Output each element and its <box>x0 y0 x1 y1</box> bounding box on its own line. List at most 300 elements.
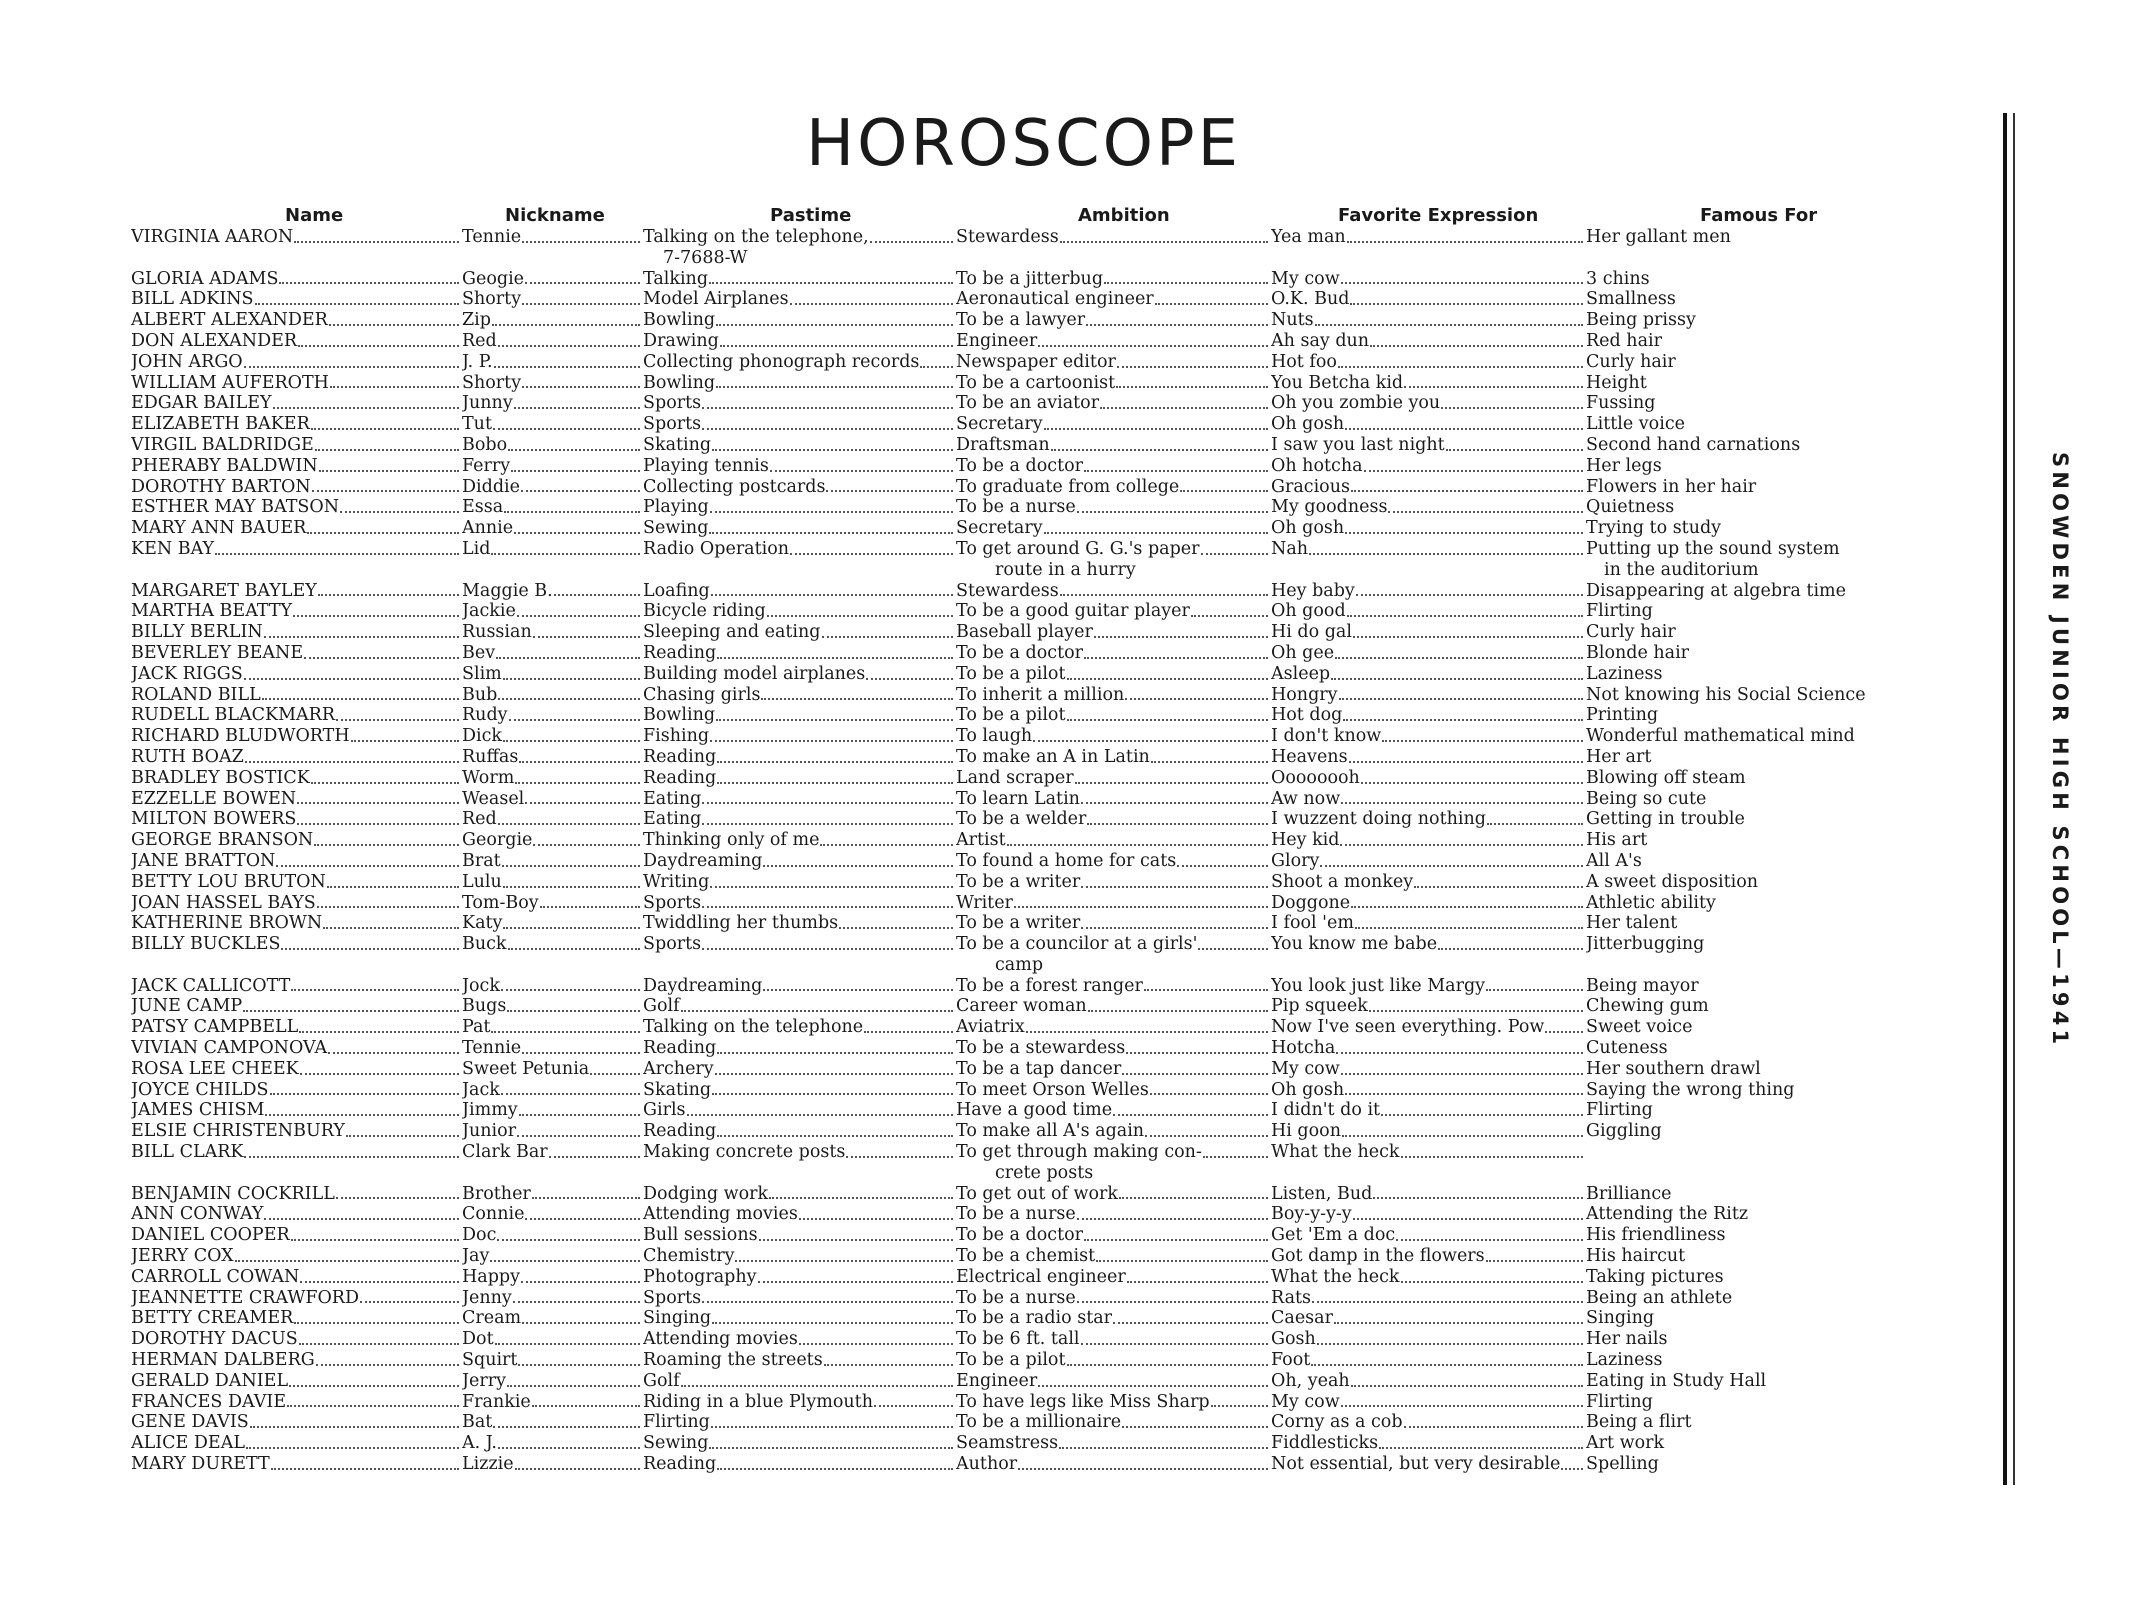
famous-for-cell <box>1586 685 1916 706</box>
famous-for-cell <box>1586 1371 1916 1392</box>
ambition-cell <box>956 373 1271 394</box>
name-cell <box>131 227 462 248</box>
name-cell <box>131 622 462 643</box>
name-cell-text: JACK CALLICOTT <box>131 975 291 996</box>
dot-leader <box>1104 282 1268 284</box>
ambition-cell <box>956 913 1271 934</box>
expression-cell-text: Fiddlesticks <box>1271 1433 1379 1454</box>
name-cell-text: MARY DURETT <box>131 1454 270 1475</box>
dot-leader <box>1117 366 1268 368</box>
dot-leader <box>1007 844 1268 846</box>
nickname-cell-text: Tut <box>462 414 492 435</box>
dot-leader <box>826 490 953 492</box>
dot-leader <box>317 906 459 908</box>
dot-leader <box>271 1468 459 1470</box>
name-cell <box>131 1225 462 1246</box>
pastime-cell-text: Daydreaming <box>643 850 763 871</box>
table-row <box>0 643 2153 664</box>
famous-for-cell <box>1586 664 1916 685</box>
dot-leader <box>532 1405 640 1407</box>
famous-for-cell <box>1586 976 1916 997</box>
pastime-cell-text: Sports <box>643 1287 702 1308</box>
name-cell <box>131 1121 462 1142</box>
expression-cell-text: Got damp in the flowers <box>1271 1246 1485 1267</box>
dot-leader <box>264 1218 459 1220</box>
famous-for-cell-text: Laziness <box>1586 663 1663 684</box>
dot-leader <box>1486 989 1583 991</box>
nickname-cell <box>462 705 643 726</box>
ambition-cell <box>956 1017 1271 1038</box>
pastime-cell <box>643 1412 956 1433</box>
dot-leader <box>279 282 459 284</box>
ambition-cell <box>956 1371 1271 1392</box>
nickname-cell-text: Jackie <box>462 601 516 622</box>
name-cell <box>131 331 462 352</box>
dot-leader <box>702 428 953 430</box>
ambition-cell-text: To be a good guitar player <box>956 601 1190 622</box>
ambition-cell <box>956 872 1271 893</box>
name-cell <box>131 269 462 290</box>
nickname-cell-text: Shorty <box>462 372 522 393</box>
header-nickname: Nickname <box>505 205 605 226</box>
ambition-cell-text: To meet Orson Welles <box>956 1079 1149 1100</box>
nickname-cell <box>462 1371 643 1392</box>
table-row <box>0 830 2153 851</box>
famous-for-cell <box>1586 1246 1916 1267</box>
dot-leader <box>522 386 640 388</box>
pastime-cell <box>643 393 956 414</box>
ambition-cell <box>956 539 1271 560</box>
table-row <box>0 477 2153 498</box>
dot-leader <box>1345 1093 1583 1095</box>
nickname-cell-text: Weasel <box>462 788 525 809</box>
dot-leader <box>307 532 459 534</box>
expression-cell <box>1271 227 1586 248</box>
ambition-cell-text: Electrical engineer <box>956 1266 1126 1287</box>
famous-for-cell-text: Flowers in her hair <box>1586 476 1757 497</box>
dot-leader <box>758 1281 953 1283</box>
pastime-cell <box>643 414 956 435</box>
dot-leader <box>1144 989 1268 991</box>
dot-leader <box>1067 1364 1269 1366</box>
table-row <box>0 1371 2153 1392</box>
nickname-cell <box>462 1080 643 1101</box>
name-cell-text: BILLY BUCKLES <box>131 934 281 955</box>
dot-leader <box>293 615 459 617</box>
dot-leader <box>328 1052 459 1054</box>
pastime-cell <box>643 976 956 997</box>
dot-leader <box>518 1364 640 1366</box>
dot-leader <box>709 282 953 284</box>
table-row <box>0 1412 2153 1433</box>
nickname-cell-text: Red <box>462 809 497 830</box>
expression-cell <box>1271 373 1586 394</box>
ambition-cell-text: To have legs like Miss Sharp <box>956 1391 1210 1412</box>
ambition-cell-text: To get out of work <box>956 1183 1119 1204</box>
nickname-cell-text: J. P. <box>462 351 493 372</box>
pastime-cell <box>643 227 956 248</box>
dot-leader <box>250 1426 459 1428</box>
expression-cell-text: Ah say dun <box>1271 330 1370 351</box>
nickname-cell <box>462 310 643 331</box>
nickname-cell <box>462 414 643 435</box>
dot-leader <box>1341 802 1583 804</box>
dot-leader <box>235 1260 459 1262</box>
nickname-cell <box>462 1433 643 1454</box>
name-cell-text: ESTHER MAY BATSON <box>131 497 340 518</box>
name-cell <box>131 1204 462 1225</box>
dot-leader <box>319 470 459 472</box>
ambition-cell-text: Draftsman <box>956 434 1050 455</box>
dot-leader <box>265 1114 459 1116</box>
expression-cell-text: Hey baby <box>1271 580 1355 601</box>
pastime-cell-text: Sewing <box>643 518 709 539</box>
pastime-cell <box>643 1246 956 1267</box>
expression-cell-text: Caesar <box>1271 1308 1333 1329</box>
ambition-cell-text: To get around G. G.'s paper <box>956 538 1200 559</box>
famous-for-cell-text: Giggling <box>1586 1121 1662 1142</box>
dot-leader <box>503 678 640 680</box>
dot-leader <box>501 1093 640 1095</box>
famous-for-cell-text: Being mayor <box>1586 975 1699 996</box>
ambition-cell <box>956 685 1271 706</box>
pastime-cell-text: Singing <box>643 1308 712 1329</box>
ambition-cell-text: Secretary <box>956 518 1043 539</box>
ambition-cell <box>956 705 1271 726</box>
dot-leader <box>498 1447 640 1449</box>
famous-for-cell <box>1586 373 1916 394</box>
nickname-cell <box>462 1100 643 1121</box>
famous-for-cell <box>1586 310 1916 331</box>
dot-leader <box>712 1093 953 1095</box>
famous-for-cell-text: Cuteness <box>1586 1038 1668 1059</box>
nickname-cell-text: Lid <box>462 538 491 559</box>
famous-for-cell-text: Red hair <box>1586 330 1662 351</box>
nickname-cell <box>462 581 643 602</box>
dot-leader <box>712 1322 953 1324</box>
ambition-cell <box>956 1080 1271 1101</box>
famous-for-cell <box>1586 289 1916 310</box>
famous-for-cell-text: A sweet disposition <box>1586 871 1759 892</box>
ambition-cell <box>956 1246 1271 1267</box>
dot-leader <box>735 1260 953 1262</box>
table-row <box>0 414 2153 435</box>
pastime-cell-text: Loafing <box>643 580 710 601</box>
pastime-cell <box>643 1100 956 1121</box>
expression-cell-text: Rats <box>1271 1287 1312 1308</box>
table-row <box>0 497 2153 518</box>
dot-leader <box>717 1468 953 1470</box>
pastime-cell <box>643 1184 956 1205</box>
dot-leader <box>1401 1156 1583 1158</box>
dot-leader <box>1342 1135 1583 1137</box>
pastime-cell-text: Photography <box>643 1266 757 1287</box>
name-cell <box>131 1308 462 1329</box>
famous-for-cell <box>1586 1184 1916 1205</box>
expression-cell <box>1271 1288 1586 1309</box>
dot-leader <box>1336 1052 1583 1054</box>
expression-cell-text: Aw now <box>1271 788 1341 809</box>
name-cell <box>131 373 462 394</box>
dot-leader <box>1038 1385 1268 1387</box>
name-cell-text: VIRGINIA AARON <box>131 227 294 247</box>
pastime-cell <box>643 601 956 622</box>
dot-leader <box>1312 1301 1583 1303</box>
famous-for-cell-text: Her southern drawl <box>1586 1058 1761 1079</box>
expression-cell-text: Get 'Em a doc <box>1271 1225 1396 1246</box>
table-row <box>0 1204 2153 1225</box>
nickname-cell-text: Jay <box>462 1246 490 1267</box>
ambition-cell-text: To be 6 ft. tall <box>956 1329 1080 1350</box>
dot-leader <box>514 532 640 534</box>
expression-cell <box>1271 1038 1586 1059</box>
dot-leader <box>360 1301 459 1303</box>
dot-leader <box>1364 470 1583 472</box>
expression-cell <box>1271 893 1586 914</box>
name-cell <box>131 1433 462 1454</box>
pastime-cell-text: Skating <box>643 434 712 455</box>
famous-for-cell <box>1586 1225 1916 1246</box>
nickname-cell-text: Cream <box>462 1308 522 1329</box>
famous-for-cell-text: Putting up the sound system <box>1586 538 1840 559</box>
dot-leader <box>492 324 640 326</box>
nickname-cell <box>462 830 643 851</box>
pastime-cell-text: Attending movies <box>643 1204 798 1225</box>
pastime-cell <box>643 269 956 290</box>
dot-leader <box>316 1364 459 1366</box>
dot-leader <box>264 636 459 638</box>
dot-leader <box>1081 927 1268 929</box>
ambition-cell <box>956 726 1271 747</box>
nickname-cell <box>462 227 643 248</box>
dot-leader <box>511 470 640 472</box>
table-row <box>0 352 2153 373</box>
pastime-cell-text: Talking on the telephone, <box>643 227 869 247</box>
table-row <box>0 1121 2153 1142</box>
pastime-cell <box>643 1038 956 1059</box>
name-cell <box>131 393 462 414</box>
dot-leader <box>1051 449 1268 451</box>
expression-cell-text: I don't know <box>1271 726 1382 747</box>
table-row <box>0 789 2153 810</box>
nickname-cell-text: Red <box>462 330 497 351</box>
famous-for-cell <box>1586 893 1916 914</box>
name-cell-text: BETTY CREAMER <box>131 1308 294 1329</box>
nickname-cell <box>462 331 643 352</box>
pastime-cell-text: Building model airplanes <box>643 663 866 684</box>
famous-for-cell-text: Smallness <box>1586 289 1676 310</box>
pastime-cell <box>643 1371 956 1392</box>
name-cell <box>131 1100 462 1121</box>
famous-for-cell-text: Height <box>1586 372 1647 393</box>
name-cell-text: BETTY LOU BRUTON <box>131 871 326 892</box>
pastime-cell-text: Bowling <box>643 310 716 331</box>
dot-leader <box>790 553 953 555</box>
name-cell-text: PHERABY BALDWIN <box>131 455 318 476</box>
expression-cell-text: What the heck <box>1271 1142 1400 1163</box>
ambition-cell-text: Stewardess <box>956 227 1059 247</box>
name-cell <box>131 456 462 477</box>
dot-leader <box>1084 470 1268 472</box>
table-row <box>0 1225 2153 1246</box>
ambition-cell <box>956 996 1271 1017</box>
ambition-cell <box>956 664 1271 685</box>
pastime-cell <box>643 768 956 789</box>
expression-cell-text: Oh you zombie you <box>1271 393 1441 414</box>
nickname-cell-text: Junior <box>462 1121 517 1142</box>
expression-cell-text: My cow <box>1271 1391 1340 1412</box>
ambition-cell-text: To be a millionaire <box>956 1412 1122 1433</box>
name-cell <box>131 477 462 498</box>
dot-leader <box>790 303 953 305</box>
dot-leader <box>493 428 640 430</box>
ambition-cell-text: Engineer <box>956 1370 1038 1391</box>
dot-leader <box>1087 823 1268 825</box>
dot-leader <box>1334 1322 1583 1324</box>
dot-leader <box>554 594 640 596</box>
expression-cell-text: Heavens <box>1271 746 1348 767</box>
pastime-cell-text: Playing tennis <box>643 455 769 476</box>
dot-leader <box>1077 511 1268 513</box>
table-row <box>0 227 2153 269</box>
ambition-cell <box>956 1433 1271 1454</box>
dot-leader <box>709 1447 953 1449</box>
dot-leader <box>1081 802 1268 804</box>
famous-for-cell <box>1586 622 1916 643</box>
dot-leader <box>291 989 459 991</box>
dot-leader <box>820 844 953 846</box>
expression-cell <box>1271 1017 1586 1038</box>
table-row <box>0 289 2153 310</box>
dot-leader <box>1014 906 1268 908</box>
name-cell <box>131 352 462 373</box>
expression-cell <box>1271 643 1586 664</box>
nickname-cell <box>462 601 643 622</box>
dot-leader <box>514 407 640 409</box>
dot-leader <box>839 927 953 929</box>
pastime-cell-text: Chemistry <box>643 1246 735 1267</box>
expression-cell-text: Nuts <box>1271 310 1314 331</box>
dot-leader <box>311 428 459 430</box>
famous-for-cell-text: Curly hair <box>1586 622 1676 643</box>
nickname-cell-text: Jack <box>462 1079 500 1100</box>
pastime-cell-text: Eating <box>643 809 702 830</box>
name-cell-text: JAMES CHISM <box>131 1100 265 1121</box>
dot-leader <box>262 698 459 700</box>
name-cell <box>131 664 462 685</box>
famous-for-cell-text: Disappearing at algebra time <box>1586 580 1846 601</box>
pastime-cell <box>643 1329 956 1350</box>
pastime-cell <box>643 497 956 518</box>
dot-leader <box>287 1405 459 1407</box>
famous-for-cell <box>1586 809 1916 830</box>
expression-cell <box>1271 996 1586 1017</box>
expression-cell-text: What the heck <box>1271 1266 1400 1287</box>
ambition-cell-text: Have a good time <box>956 1100 1113 1121</box>
name-cell-text: BRADLEY BOSTICK <box>131 767 310 788</box>
name-cell <box>131 310 462 331</box>
dot-leader <box>761 698 953 700</box>
expression-cell-text: Asleep <box>1271 663 1331 684</box>
famous-for-cell-text: Chewing gum <box>1586 996 1709 1017</box>
dot-leader <box>508 948 640 950</box>
dot-leader <box>759 1239 953 1241</box>
expression-cell <box>1271 289 1586 310</box>
ambition-cell-text: To inherit a million <box>956 684 1125 705</box>
nickname-cell <box>462 643 643 664</box>
expression-cell <box>1271 830 1586 851</box>
dot-leader <box>822 636 954 638</box>
name-cell <box>131 976 462 997</box>
table-row <box>0 310 2153 331</box>
expression-cell <box>1271 726 1586 747</box>
famous-for-cell-text: Getting in trouble <box>1586 809 1745 830</box>
expression-cell-text: I fool 'em <box>1271 913 1354 934</box>
nickname-cell-text: Doc <box>462 1225 497 1246</box>
dot-leader <box>1309 553 1583 555</box>
school-sidebar-label: SNOWDEN JUNIOR HIGH SCHOOL—1941 <box>2048 452 2072 1049</box>
name-cell <box>131 601 462 622</box>
ambition-cell <box>956 1121 1271 1142</box>
dot-leader <box>1414 886 1583 888</box>
nickname-cell <box>462 456 643 477</box>
table-row <box>0 893 2153 914</box>
name-cell-text: KATHERINE BROWN <box>131 913 323 934</box>
dot-leader <box>1350 303 1583 305</box>
dot-leader <box>1361 782 1583 784</box>
dot-leader <box>1126 1052 1268 1054</box>
pastime-cell-text: Drawing <box>643 330 719 351</box>
famous-for-cell-text: Not knowing his Social Science <box>1586 684 1866 705</box>
dot-leader <box>336 719 459 721</box>
nickname-cell-text: Zip <box>462 310 491 331</box>
famous-for-cell <box>1586 934 1916 955</box>
name-cell-text: ROLAND BILL <box>131 684 261 705</box>
dot-leader <box>491 1031 640 1033</box>
famous-for-cell-text: Spelling <box>1586 1454 1659 1475</box>
dot-leader <box>1044 428 1268 430</box>
dot-leader <box>299 1343 459 1345</box>
pastime-cell <box>643 1017 956 1038</box>
famous-for-cell <box>1586 1454 1916 1475</box>
expression-cell-text: Shoot a monkey <box>1271 871 1414 892</box>
table-row <box>0 1038 2153 1059</box>
dot-leader <box>503 740 640 742</box>
dot-leader <box>717 782 953 784</box>
expression-cell-text: Oooooooh <box>1271 767 1360 788</box>
header-pastime: Pastime <box>770 205 852 226</box>
ambition-cell-text: To be a councilor at a girls' <box>956 934 1198 955</box>
pastime-cell-text: Making concrete posts <box>643 1142 846 1163</box>
dot-leader <box>716 719 953 721</box>
pastime-cell-text: Fishing <box>643 726 710 747</box>
dot-leader <box>336 1197 459 1199</box>
dot-leader <box>329 324 459 326</box>
nickname-cell-text: Bat <box>462 1412 493 1433</box>
famous-for-cell-text: Quietness <box>1586 497 1675 518</box>
famous-for-cell-text: Flirting <box>1586 601 1653 622</box>
famous-for-cell <box>1586 726 1916 747</box>
pastime-cell-text: Reading <box>643 1038 717 1059</box>
dot-leader <box>517 615 640 617</box>
dot-leader <box>720 345 953 347</box>
ambition-cell <box>956 497 1271 518</box>
expression-cell <box>1271 747 1586 768</box>
dot-leader <box>1201 553 1268 555</box>
expression-cell-text: My cow <box>1271 268 1340 289</box>
pastime-cell-text: Archery <box>643 1058 714 1079</box>
ambition-cell-text: Secretary <box>956 414 1043 435</box>
